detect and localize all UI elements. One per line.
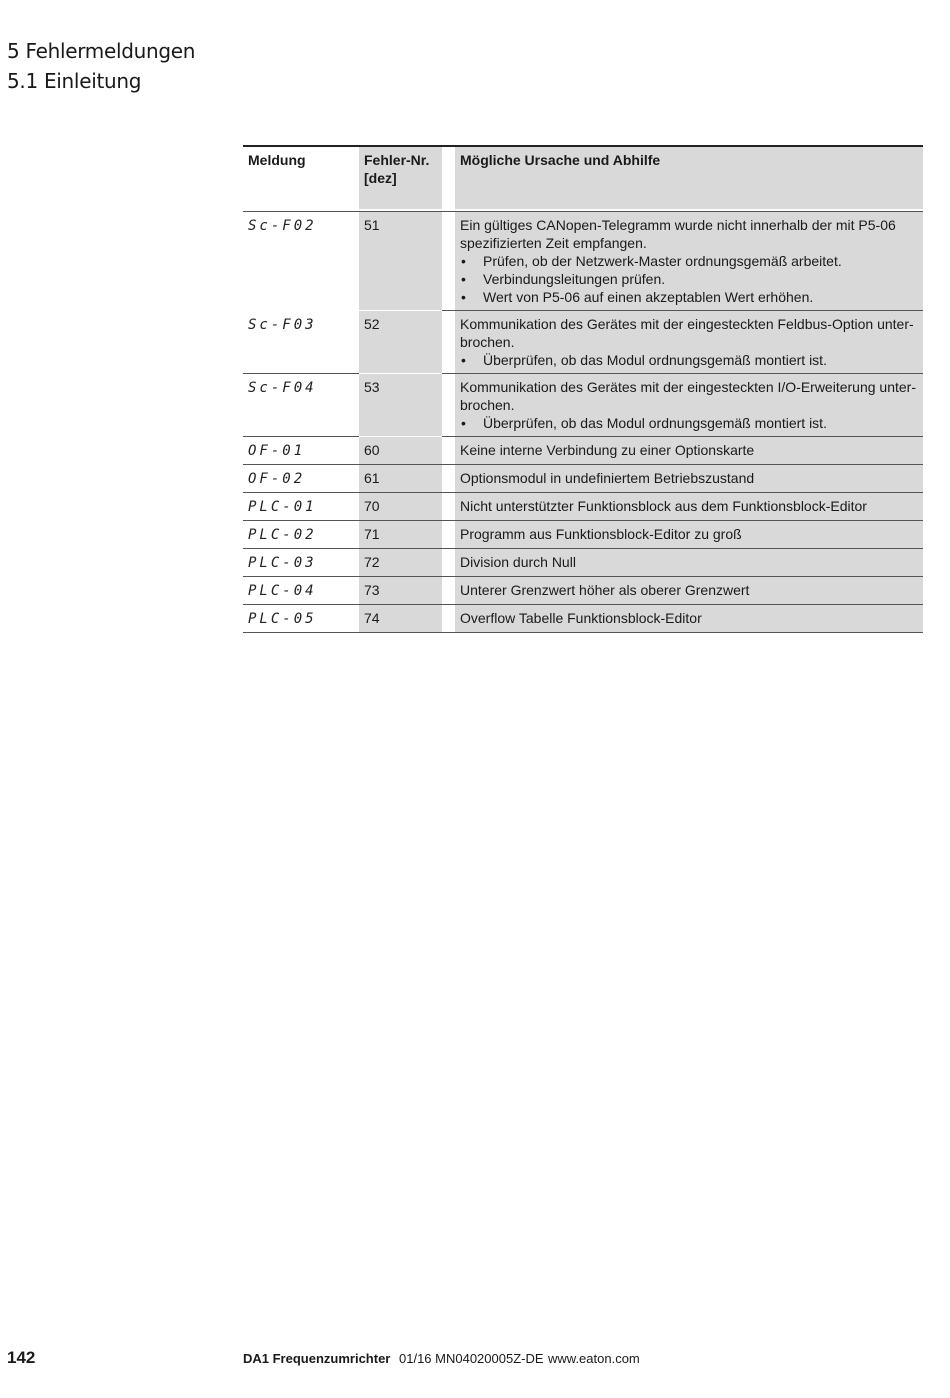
error-cause: Optionsmodul in undefiniertem Betriebszustand [455,465,923,493]
error-number: 53 [359,374,442,437]
remedy-list [460,351,917,369]
chapter-heading: 5 Fehlermeldungen [7,39,196,63]
error-number: 61 [359,465,442,493]
cause-text: Kommunikation des Gerätes mit der eingesteckten I/O-Erweiterung unter-brochen. [460,379,916,413]
remedy-list [460,414,917,432]
table-row [243,521,923,549]
error-code: PLC-05 [243,605,359,633]
error-cause: Keine interne Verbindung zu einer Optionskarte [455,437,923,465]
error-code: PLC-04 [243,577,359,605]
error-code: PLC-01 [243,493,359,521]
error-number: 73 [359,577,442,605]
table-row [243,374,923,437]
table-row [243,549,923,577]
cause-text: Kommunikation des Gerätes mit der eingesteckten Feldbus-Option unter-brochen. [460,316,914,350]
error-code: PLC-03 [243,549,359,577]
column-header-number-line1: Fehler-Nr. [364,152,430,168]
list-item: • Prüfen, ob der Netzwerk-Master ordnungsgemäß arbeitet. [460,252,917,270]
list-item: • Überprüfen, ob das Modul ordnungsgemäß montiert ist. [460,414,917,432]
table-row [243,311,923,374]
table-row [243,605,923,633]
error-cause [455,212,923,311]
error-cause: Overflow Tabelle Funktionsblock-Editor [455,605,923,633]
error-number: 51 [359,212,442,311]
error-code: OF-02 [243,465,359,493]
error-cause: Division durch Null [455,549,923,577]
error-code: Sc-F03 [243,311,359,374]
error-code: PLC-02 [243,521,359,549]
column-header-number [359,146,442,209]
section-heading: 5.1 Einleitung [7,69,142,93]
error-number: 52 [359,311,442,374]
error-number: 72 [359,549,442,577]
error-code: OF-01 [243,437,359,465]
error-cause: Unterer Grenzwert höher als oberer Grenzwert [455,577,923,605]
table-row [243,577,923,605]
document-title: DA1 Frequenzumrichter [243,1351,391,1366]
remedy-list [460,252,917,306]
table-row [243,437,923,465]
table-row [243,212,923,311]
table-header-row [243,146,923,209]
error-number: 71 [359,521,442,549]
column-header-message: Meldung [243,146,359,209]
table-row [243,493,923,521]
error-number: 60 [359,437,442,465]
error-cause: Nicht unterstützter Funktionsblock aus dem Funktionsblock-Editor [455,493,923,521]
page-number: 142 [7,1348,36,1367]
error-code: Sc-F04 [243,374,359,437]
list-item: • Wert von P5-06 auf einen akzeptablen Wert erhöhen. [460,288,917,306]
list-item: • Überprüfen, ob das Modul ordnungsgemäß montiert ist. [460,351,917,369]
column-header-cause: Mögliche Ursache und Abhilfe [455,146,923,209]
column-gap [442,146,455,209]
error-cause: Programm aus Funktionsblock-Editor zu groß [455,521,923,549]
error-code: Sc-F02 [243,212,359,311]
error-cause [455,374,923,437]
error-message-table [243,145,923,633]
document-id: 01/16 MN04020005Z-DE [399,1351,544,1366]
error-cause [455,311,923,374]
table-row [243,465,923,493]
column-header-number-line2: [dez] [364,170,397,186]
cause-text: Ein gültiges CANopen-Telegramm wurde nicht innerhalb der mit P5-06 spezifizierten Zeit empfangen. [460,217,896,251]
error-number: 70 [359,493,442,521]
page-header [7,36,195,96]
website-link[interactable]: www.eaton.com [548,1351,640,1366]
error-number: 74 [359,605,442,633]
list-item: • Verbindungsleitungen prüfen. [460,270,917,288]
